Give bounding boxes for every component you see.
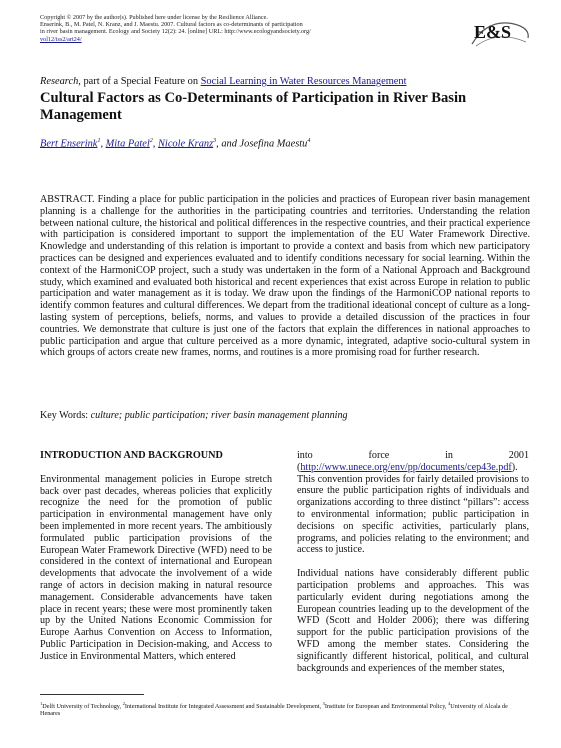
copyright-line: Copyright © 2007 by the author(s). Published here under license by the Resilience Alliance. — [40, 14, 268, 21]
convention-url-link[interactable]: http://www.unece.org/env/pp/documents/cep43e.pdf — [300, 461, 512, 473]
footnote-sup: 4 — [448, 701, 451, 706]
citation-line: in river basin management. Ecology and Society 12(2): 24. [online] URL: http://www.ecologyandsociety.org/ — [40, 28, 311, 36]
citation-line: Enserink, B., M. Patel, N. Kranz, and J. Maestu. 2007. Cultural factors as co-determinants of participation — [40, 21, 303, 29]
author-list: Bert Enserink$^1$, Mita Patel$^2$, Nicole Kranz$^3$, and Josefina Maestu$^4$ — [40, 138, 311, 150]
logo-text: E&S — [474, 22, 512, 42]
section-heading: INTRODUCTION AND BACKGROUND — [40, 450, 223, 461]
affiliation: International Institute for Integrated Assessment and Sustainable Development, — [124, 703, 323, 711]
author-affiliation-sup: 3 — [213, 138, 217, 144]
keywords-label: Key Words: — [40, 410, 91, 421]
left-column — [40, 450, 272, 675]
footnote-divider — [40, 694, 144, 695]
special-feature-link[interactable]: Social Learning in Water Resources Management — [200, 76, 407, 87]
citation-url[interactable]: vol12/iss2/art24/ — [40, 35, 82, 43]
affiliation: Delft University of Technology, — [42, 703, 123, 711]
affiliation: University of Alcala de Henares — [40, 703, 508, 718]
paragraph-text: ). This convention provides for fairly detailed provisions to ensure the public participation rights of individuals and organizations according to three distinct “pillars”: access to environmental information; public participation in decisions on specific activities, particularly plans, programs, and policies relating to the environment; and access to justice. — [297, 461, 529, 556]
affiliation: Institute for European and Environmental Policy, — [324, 703, 449, 711]
special-feature-text: , part of a Special Feature on — [78, 76, 201, 87]
body-paragraph: Environmental management policies in Europe stretch back over past decades, whereas policies that explicitly recognize the need for the promotion of public participation in environmental management have only been implemented in more recent years. The ambitiously formulated public participation provisions of the European Water Framework Directive (WFD) need to be considered in the context of international and European developments that advocate the involvement of a wide range of actors in decision making in natural resource management. Considerable advancements have taken place in recent years; these were most prominently taken up by the United Nations Economic Commission for Europe Aarhus Convention on Access to Information, Public Participation in Decision-making, and Access to Justice in Environmental Matters, which entered — [40, 473, 272, 662]
article-title: Cultural Factors as Co-Determinants of Participation in River Basin Management — [40, 90, 467, 123]
footnote-sup: 3 — [322, 701, 325, 706]
body-paragraph: Individual nations have considerably different public participation problems and approaches. This was particularly evident during negotiations among the European countries leading up to the development of the WFD (Scott and Holder 2006); there was differing support for the public participation provisions of the WFD among the member states. Considering the significantly different historical, political, and cultural backgrounds and experiences of the member states, — [297, 568, 529, 674]
article-type: Research — [40, 76, 79, 87]
keywords — [40, 410, 348, 421]
footnote-sup: 1 — [40, 701, 43, 706]
copyright-notice — [40, 14, 435, 43]
right-column — [297, 450, 529, 686]
author-affiliation-sup: 2 — [149, 138, 153, 144]
author-name: Josefina Maestu — [239, 138, 308, 150]
author-affiliation-sup: 1 — [97, 138, 101, 144]
journal-logo — [468, 16, 534, 50]
affiliation-footnotes — [40, 700, 510, 718]
abstract: ABSTRACT. Finding a place for public participation in the policies and practices of European river basin management planning is a challenge for the authorities in the participating countries and territories. Understanding the relation between national culture, the historical and political differences in the respective countries, and their practical experience with participation is considered important to support the implementation of the EU Water Framework Directive. Knowledge and understanding of this relation is important to provide a context and basis from which new participatory practices can be designed and experiences evaluated and to identify conditions necessary for social learning. Within the context of the HarmoniCOP project, such a study was undertaken in the form of a National Approach and Background study, which examined and evaluated both historical and recent experiences that exist across Europe in relation to public participation and water management as it is today. We draw upon the findings of the HarmoniCOP national reports to identify common features and cultural differences. We depart from the traditional ideational concept of culture as a long-lasting system of perceptions, beliefs, norms, and values to provide a detailed discussion of the practices in four countries. We demonstrate that culture is just one of the factors that explain the differences in national approaches to public participation and argue that culture perceived as a more dynamic, integrated, adaptive socio-cultural system in which groups of actors create new frames, norms, and routines is a more promising road for further research. — [40, 194, 530, 359]
author-affiliation-sup: 4 — [307, 138, 311, 144]
special-feature-line — [40, 76, 406, 87]
paragraph-text: into force in 2001 ( — [297, 450, 529, 473]
author-link[interactable]: Bert Enserink — [40, 138, 98, 150]
author-link[interactable]: Mita Patel — [105, 138, 150, 150]
body-paragraph — [297, 450, 529, 556]
footnote-sup: 2 — [122, 701, 125, 706]
keywords-list: culture; public participation; river basin management planning — [90, 410, 348, 421]
author-link[interactable]: Nicole Kranz — [158, 138, 214, 150]
